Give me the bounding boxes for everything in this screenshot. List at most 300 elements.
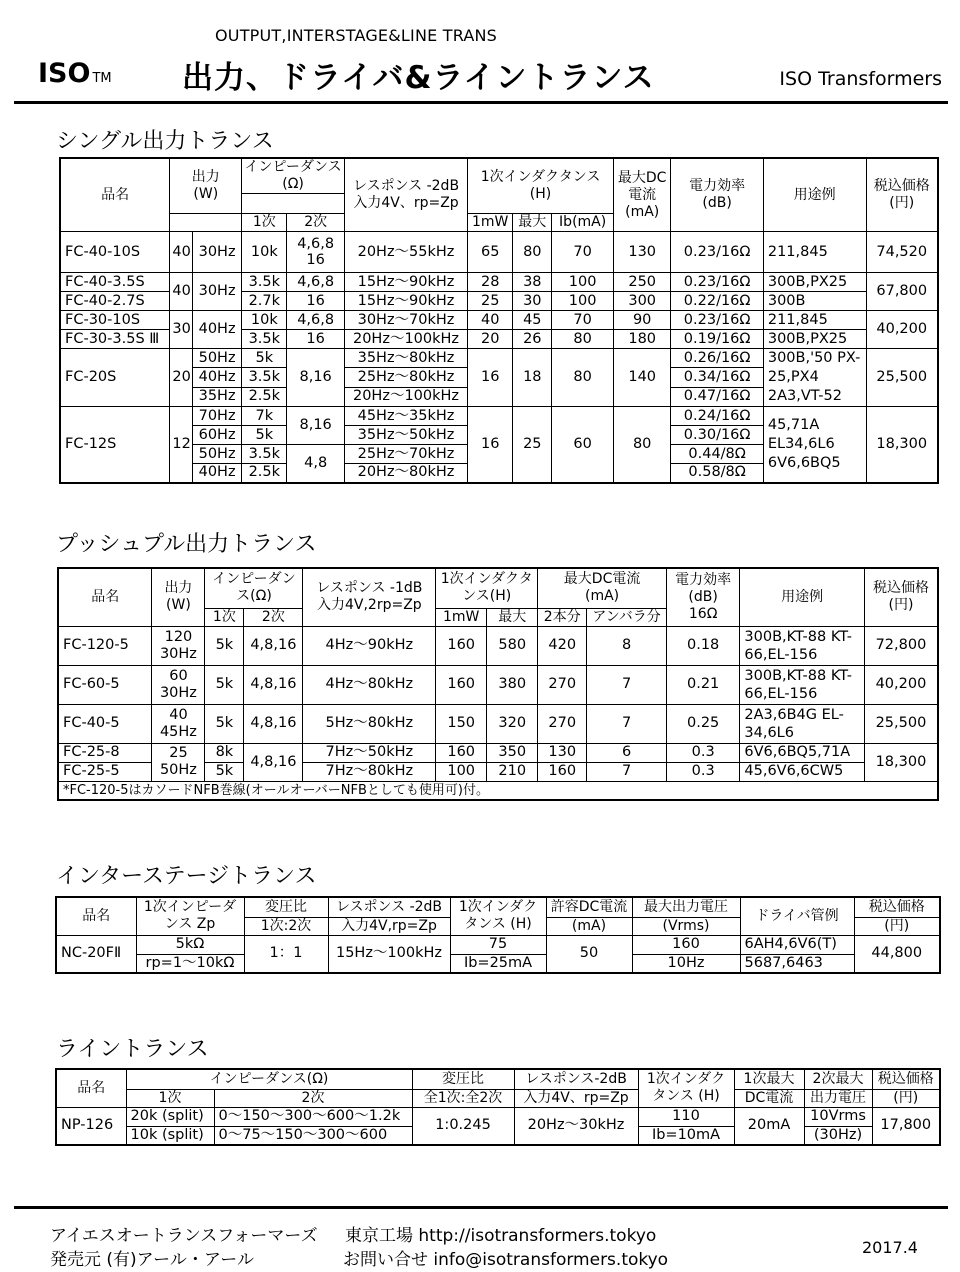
col-ind-ib: Ib(mA) [552,214,614,232]
col-ratio: 変圧比 [244,897,328,917]
usage: 6V6,6BQ5,71A [740,743,865,762]
col-ind-max: 最大 [487,608,538,626]
ind-1mw: 25 [468,292,513,311]
col-inductance-label: 1次インダクタンス [480,169,601,185]
efficiency: 0.23/16Ω [671,232,763,273]
inductance: 75 [450,935,546,954]
col-name: 品名 [60,158,170,232]
section-title-interstage: インターステージトランス [56,864,317,889]
freq: 30Hz [159,684,197,701]
section-title-line: ライントランス [56,1037,209,1062]
price: 67,800 [866,273,938,311]
col-response-cond: 入力4V,rp=Zp [328,917,450,935]
single-output-table [59,157,939,484]
output [152,704,205,743]
col-price [864,568,938,626]
col-output [152,568,205,626]
ind-1mw: 160 [436,626,487,665]
response: 5Hz～80kHz [303,704,436,743]
col-price-label: 税込価格 [872,580,929,597]
col-dcmax: 1次最大 [734,1069,804,1089]
ind-ib: 100 [552,292,614,311]
ind-max: 350 [487,743,538,762]
watt: 12 [170,407,193,483]
interstage-table [55,896,941,974]
imp-primary: 2.5k [242,464,287,483]
usage: 300B,KT-88 KT-66,EL-156 [740,626,865,665]
col-inductance [468,158,614,214]
response: 7Hz～50kHz [303,743,436,762]
col-dc-unit: (mA) [546,917,632,935]
freq: 70Hz [192,407,241,426]
price: 17,800 [872,1107,940,1145]
efficiency: 0.34/16Ω [671,368,763,387]
col-response [344,158,467,232]
usage: 300B,PX25 [763,273,866,292]
col-ratio-sub: 全1次:全2次 [412,1089,514,1107]
efficiency: 0.21 [666,665,740,704]
col-price-unit: (円) [872,1089,940,1107]
ind-ib: 80 [552,330,614,349]
col-price: 税込価格 [854,897,940,917]
impedance-cond: rp=1～10kΩ [136,954,244,973]
response: 15Hz～90kHz [344,273,467,292]
col-output-label: 出力 [191,169,220,185]
ind-max: 25 [513,407,552,483]
max-dc: 80 [613,407,671,483]
factory-label: 東京工場 [345,1226,413,1246]
ind-max: 210 [487,762,538,781]
imp-primary: 7k [242,407,287,426]
price: 25,500 [866,349,938,407]
dc-unbal: 7 [587,762,667,781]
efficiency: 0.23/16Ω [671,311,763,330]
ind-ib: 70 [552,311,614,330]
imp-secondary: 4,8,16 [244,704,303,743]
freq: 40Hz [192,311,241,349]
col-price [866,158,938,232]
response: 20Hz～30kHz [514,1107,638,1145]
col-impedance: インピーダンス(Ω) [205,568,303,608]
price: 72,800 [864,626,938,665]
footer-seller: 発売元 (有)アール・アール [50,1250,254,1270]
header-subtitle: OUTPUT,INTERSTAGE&LINE TRANS [215,26,498,45]
tm-mark: TM [92,71,112,86]
col-response: レスポンス -2dB [328,897,450,917]
col-price-unit: (円) [888,597,914,614]
ind-ib: 70 [552,232,614,273]
brand-name: ISO Transformers [779,68,942,90]
driver-tube: 6AH4,6V6(T) [740,935,854,954]
output [152,626,205,665]
watt: 40 [170,273,193,311]
ind-max: 18 [513,349,552,407]
ind-1mw: 160 [436,665,487,704]
inductance-cond: Ib=25mA [450,954,546,973]
ratio: 1:0.245 [412,1107,514,1145]
ind-1mw: 16 [468,349,513,407]
imp-secondary: 4,6,8 [287,311,345,330]
efficiency: 0.3 [666,762,740,781]
imp-primary: 2.7k [242,292,287,311]
response: 20Hz～80kHz [344,464,467,483]
col-price: 税込価格 [872,1069,940,1089]
col-vmax: 2次最大 [804,1069,872,1089]
model-name: FC-25-8 [58,743,152,762]
ratio: 1：1 [244,935,328,973]
col-inductance: 1次インダクタンス (H) [450,897,546,935]
freq: 30Hz [192,232,241,273]
dc-unbal: 8 [587,626,667,665]
usage: 45,6V6,6CW5 [740,762,865,781]
col-response-label: レスポンス -2dB [352,178,460,194]
col-output-unit: (W) [193,186,219,202]
freq: 30Hz [159,645,197,662]
efficiency: 0.23/16Ω [671,273,763,292]
efficiency: 0.24/16Ω [671,407,763,426]
driver-tube: 5687,6463 [740,954,854,973]
col-output-unit: (W) [166,597,191,614]
response: 15Hz～90kHz [344,292,467,311]
col-name: 品名 [58,568,152,626]
col-imp-primary: 1次 [126,1089,214,1107]
col-efficiency-unit: (dB) [702,195,732,211]
col-response-cond: 入力4V,2rp=Zp [316,597,422,614]
price: 40,200 [866,311,938,349]
usage: 211,845 [763,311,866,330]
watt: 40 [170,232,193,273]
imp-primary: 10k [242,232,287,273]
col-imp-secondary: 2次 [244,608,303,626]
col-maxdc [613,158,671,232]
ind-ib: 100 [552,273,614,292]
imp-primary: 5k [205,665,244,704]
col-tube: ドライバ管例 [740,897,854,935]
col-response-label: レスポンス -1dB [316,580,423,597]
response: 25Hz～70kHz [344,445,467,464]
response: 20Hz～55kHz [344,232,467,273]
watt: 60 [169,667,188,684]
footer-date: 2017.4 [862,1238,918,1257]
ind-max: 80 [513,232,552,273]
model-name: NP-126 [56,1107,126,1145]
ind-1mw: 40 [468,311,513,330]
col-name: 品名 [56,1069,126,1107]
col-ind-1mw: 1mW [436,608,487,626]
response: 35Hz～80kHz [344,349,467,368]
efficiency: 0.47/16Ω [671,387,763,406]
table-row [56,1107,940,1126]
v-max: 10Vrms [804,1107,872,1126]
col-response-cond: 入力4V、rp=Zp [514,1089,638,1107]
iso-text: ISO [38,58,91,89]
watt: 25 [169,745,188,761]
response: 25Hz～80kHz [344,368,467,387]
model-name: FC-120-5 [58,626,152,665]
col-impedance: インピーダンス(Ω) [242,158,345,194]
inductance: 110 [638,1107,734,1126]
imp-primary: 10k [242,311,287,330]
col-response [303,568,436,626]
contact-label: お問い合せ [343,1250,428,1270]
efficiency: 0.44/8Ω [671,445,763,464]
model-name: FC-40-3.5S [60,273,170,292]
imp-primary: 5k [242,426,287,445]
price: 18,300 [864,743,938,781]
inductance-cond: Ib=10mA [638,1126,734,1145]
imp-primary: 5k [205,704,244,743]
table-row [60,407,938,426]
freq: 45Hz [159,723,197,740]
email-link[interactable]: info@isotransformers.tokyo [433,1250,669,1270]
efficiency: 0.25 [666,704,740,743]
imp-secondary: 8,16 [287,407,345,445]
ind-max: 30 [513,292,552,311]
price: 74,520 [866,232,938,273]
model-name: FC-25-5 [58,762,152,781]
col-usage: 用途例 [763,158,866,232]
watt: 20 [170,349,193,407]
dc-unbal: 7 [587,704,667,743]
freq: 50Hz [192,445,241,464]
imp-secondary: 4,8 [287,445,345,483]
section-title-pushpull: プッシュプル出力トランス [56,532,317,557]
dc-2: 270 [538,665,587,704]
response: 20Hz～100kHz [344,387,467,406]
footer-contact [343,1245,668,1270]
imp-secondary: 16 [287,292,345,311]
line-trans-table [55,1068,941,1146]
output [152,743,205,781]
table-row [58,743,938,762]
max-dc: 90 [613,311,671,330]
dc-2: 130 [538,743,587,762]
col-impedance: インピーダンス(Ω) [126,1069,412,1089]
max-dc: 250 [613,273,671,292]
header-rule [14,101,948,104]
col-response: レスポンス-2dB [514,1069,638,1089]
response: 4Hz～80kHz [303,665,436,704]
ind-max: 580 [487,626,538,665]
dc-max: 20mA [734,1107,804,1145]
imp-primary: 20k (split) [126,1107,214,1126]
max-voltage-freq: 10Hz [632,954,740,973]
col-ratio-sub: 1次:2次 [244,917,328,935]
table-row [60,232,938,273]
watt: 120 [164,628,193,645]
response: 45Hz～35kHz [344,407,467,426]
col-efficiency [671,158,763,232]
imp-primary: 5k [205,626,244,665]
imp-primary: 5k [205,762,244,781]
ind-1mw: 28 [468,273,513,292]
response: 30Hz～70kHz [344,311,467,330]
col-dcmax-sub: DC電流 [734,1089,804,1107]
col-imp-secondary: 2次 [214,1089,412,1107]
ind-max: 320 [487,704,538,743]
price: 25,500 [864,704,938,743]
model-name: FC-20S [60,349,170,407]
table-row [58,665,938,704]
freq: 50Hz [192,349,241,368]
ind-1mw: 65 [468,232,513,273]
pushpull-output-table [57,567,939,801]
max-dc: 130 [613,232,671,273]
usage: 300B,KT-88 KT-66,EL-156 [740,665,865,704]
freq: 35Hz [192,387,241,406]
section-title-single: シングル出力トランス [56,129,274,154]
dc-2: 270 [538,704,587,743]
col-inductance-unit: (H) [529,186,552,202]
freq: 40Hz [192,464,241,483]
freq: 50Hz [159,762,197,778]
imp-secondary: 4,8,16 [244,665,303,704]
col-price-unit: (円) [854,917,940,935]
efficiency: 0.19/16Ω [671,330,763,349]
ind-max: 380 [487,665,538,704]
imp-secondary: 4,6,8 16 [287,232,345,273]
imp-primary: 3.5k [242,273,287,292]
efficiency: 0.58/8Ω [671,464,763,483]
dc-unbal: 6 [587,743,667,762]
ind-1mw: 20 [468,330,513,349]
efficiency: 0.30/16Ω [671,426,763,445]
efficiency: 0.26/16Ω [671,349,763,368]
model-name: FC-12S [60,407,170,483]
dc-unbal: 7 [587,665,667,704]
freq: 40Hz [192,368,241,387]
ind-ib: 60 [552,407,614,483]
col-dc: 許容DC電流 [546,897,632,917]
col-efficiency-load: 16Ω [688,605,718,622]
response: 4Hz～90kHz [303,626,436,665]
col-price-unit: (円) [889,195,915,211]
dc-2: 160 [538,762,587,781]
col-maxdc [538,568,667,608]
ind-max: 38 [513,273,552,292]
col-vmax-sub: 出力電圧 [804,1089,872,1107]
response: 15Hz～100kHz [328,935,450,973]
watt: 40 [169,706,188,723]
output [152,665,205,704]
ind-max: 26 [513,330,552,349]
imp-secondary: 0～75～150～300～600 [214,1126,412,1145]
freq: 60Hz [192,426,241,445]
allowed-dc: 50 [546,935,632,973]
imp-secondary: 4,8,16 [244,626,303,665]
imp-secondary: 0～150～300～600～1.2k [214,1107,412,1126]
imp-secondary: 16 [287,330,345,349]
col-vmax: 最大出力電圧 [632,897,740,917]
col-maxdc-unit: (mA) [585,588,620,605]
col-imp-primary: 1次 [205,608,244,626]
col-efficiency [666,568,740,626]
usage: 2A3,6B4G EL-34,6L6 [740,704,865,743]
website-link[interactable]: http://isotransformers.tokyo [418,1226,657,1246]
usage: 300B,'50 PX-25,PX4 2A3,VT-52 [763,349,866,407]
col-imp-primary: 1次 [242,214,287,232]
ind-max: 45 [513,311,552,330]
price: 18,300 [866,407,938,483]
model-name: FC-30-10S [60,311,170,330]
model-name: FC-30-3.5S Ⅲ [60,330,170,349]
max-dc: 300 [613,292,671,311]
table-row [60,273,938,292]
imp-primary: 10k (split) [126,1126,214,1145]
col-imp: 1次インピーダンス Zp [136,897,244,935]
table-row [56,935,940,954]
col-efficiency-label: 電力効率 [689,178,746,194]
ind-1mw: 160 [436,743,487,762]
imp-primary: 3.5k [242,330,287,349]
model-name: FC-40-5 [58,704,152,743]
col-dc-2: 2本分 [538,608,587,626]
col-response-cond: 入力4V、rp=Zp [353,195,459,211]
usage: 45,71A EL34,6L6 6V6,6BQ5 [763,407,866,483]
max-voltage: 160 [632,935,740,954]
efficiency: 0.3 [666,743,740,762]
max-dc: 180 [613,330,671,349]
col-ratio: 変圧比 [412,1069,514,1089]
dc-2: 420 [538,626,587,665]
response: 7Hz～80kHz [303,762,436,781]
usage: 211,845 [763,232,866,273]
col-maxdc-label: 最大DC電流 [563,571,641,588]
col-imp-secondary: 2次 [287,214,345,232]
col-output [170,158,242,214]
col-maxdc-label: 最大DC電流 [617,169,667,203]
v-max-freq: (30Hz) [804,1126,872,1145]
col-maxdc-unit: (mA) [625,203,660,220]
col-price-label: 税込価格 [873,178,930,194]
col-dc-unbal: アンバラ分 [587,608,667,626]
footer-company: アイエスオートランスフォーマーズ [50,1226,318,1246]
imp-primary: 5k [242,349,287,368]
ind-1mw: 150 [436,704,487,743]
ind-1mw: 16 [468,407,513,483]
footer-rule [14,1206,948,1209]
col-ind-max: 最大 [513,214,552,232]
table-row [58,626,938,665]
col-output-label: 出力 [164,580,193,597]
imp-secondary: 8,16 [287,349,345,407]
response: 20Hz～100kHz [344,330,467,349]
imp-primary: 3.5k [242,368,287,387]
model-name: FC-40-10S [60,232,170,273]
model-name: FC-40-2.7S [60,292,170,311]
ind-1mw: 100 [436,762,487,781]
efficiency: 0.18 [666,626,740,665]
efficiency: 0.22/16Ω [671,292,763,311]
price: 44,800 [854,935,940,973]
imp-primary: 3.5k [242,445,287,464]
col-efficiency-unit: (dB) [688,588,718,605]
col-inductance: 1次インダクタンス (H) [638,1069,734,1107]
col-vmax-unit: (Vrms) [632,917,740,935]
imp-primary: 8k [205,743,244,762]
imp-primary: 2.5k [242,387,287,406]
model-name: NC-20FⅡ [56,935,136,973]
imp-secondary: 4,8,16 [244,743,303,781]
page-title: 出力、ドライバ&ライントランス [182,60,655,96]
iso-logo [38,58,112,89]
table-row [60,311,938,330]
col-ind-1mw: 1mW [468,214,513,232]
col-inductance: 1次インダクタンス(H) [436,568,538,608]
impedance: 5kΩ [136,935,244,954]
model-name: FC-60-5 [58,665,152,704]
response: 35Hz～50kHz [344,426,467,445]
